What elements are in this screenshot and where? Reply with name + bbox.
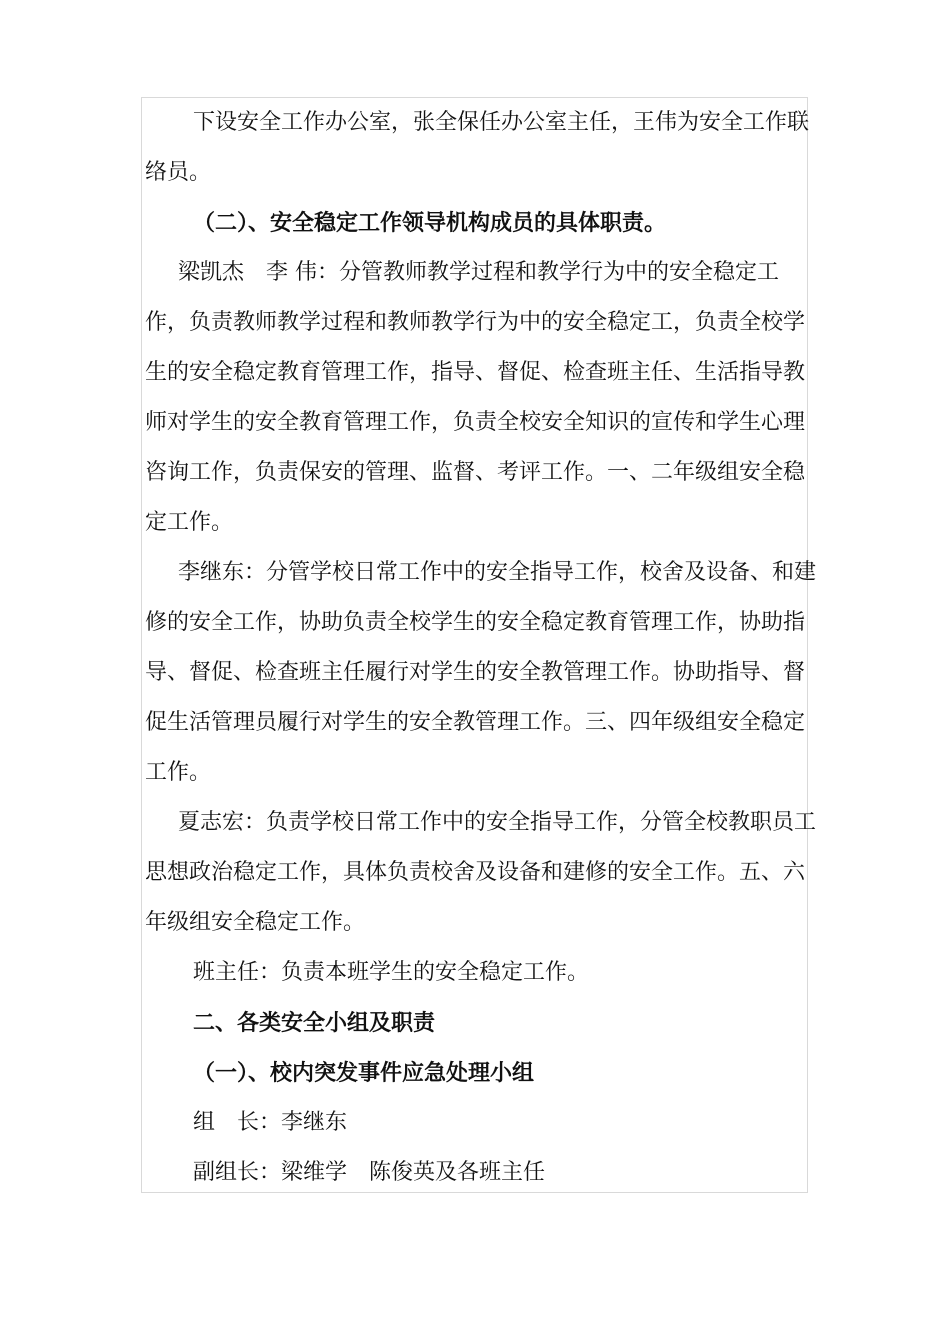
- paragraph-li-jidong: 李继东：分管学校日常工作中的安全指导工作，校舍及设备、和建修的安全工作，协助负责全校学生的安全稳定教育管理工作，协助指导、督促、检查班主任履行对学生的安全教管理工作。协助指导、督促生活管理员履行对学生的安全教管理工作。三、四年级组安全稳定工作。: [145, 560, 817, 785]
- paragraph-head-teacher: 班主任：负责本班学生的安全稳定工作。: [193, 960, 590, 985]
- group-deputy-leader: 副组长：梁维学 陈俊英及各班主任: [193, 1160, 546, 1185]
- group-leader: 组 长：李继东: [193, 1110, 348, 1135]
- paragraph-xia-zhihong: 夏志宏：负责学校日常工作中的安全指导工作，分管全校教职员工思想政治稳定工作，具体负责校舍及设备和建修的安全工作。五、六年级组安全稳定工作。: [145, 810, 817, 935]
- heading-leadership-duties: （二）、安全稳定工作领导机构成员的具体职责。: [193, 210, 667, 236]
- heading-safety-groups: 二、各类安全小组及职责: [193, 1010, 436, 1036]
- paragraph-office: 下设安全工作办公室，张全保任办公室主任，王伟为安全工作联络员。: [145, 110, 810, 185]
- heading-emergency-group: （一）、校内突发事件应急处理小组: [193, 1060, 535, 1086]
- document-body: [145, 98, 817, 1198]
- paragraph-liang-li: 梁凯杰 李 伟：分管教师教学过程和教学行为中的安全稳定工作，负责教师教学过程和教师教学行为中的安全稳定工，负责全校学生的安全稳定教育管理工作，指导、督促、检查班主任、生活指导教师对学生的安全教育管理工作，负责全校安全知识的宣传和学生心理咨询工作，负责保安的管理、监督、考评工作。一、二年级组安全稳定工作。: [145, 260, 806, 535]
